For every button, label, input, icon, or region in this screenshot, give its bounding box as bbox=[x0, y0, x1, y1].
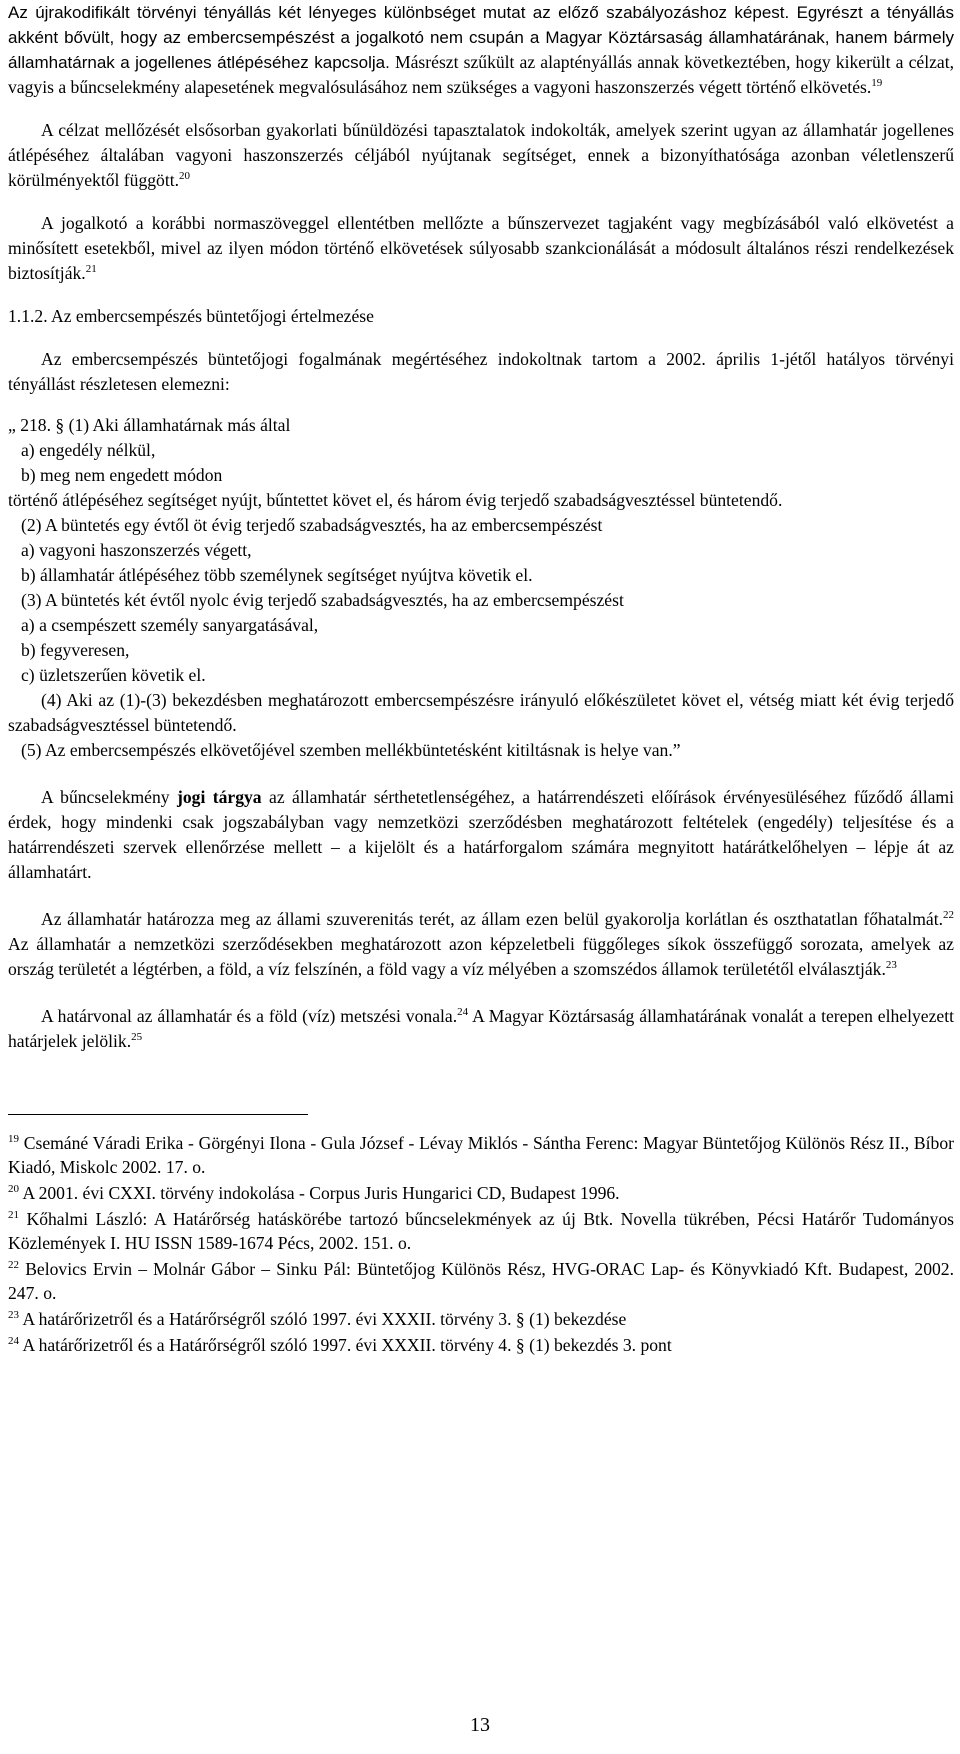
footnote-number: 23 bbox=[8, 1309, 19, 1322]
paragraph-targy-pre: A bűncselekmény bbox=[41, 787, 177, 807]
statute-line: c) üzletszerűen követik el. bbox=[21, 665, 206, 685]
paragraph-jogi-targy bbox=[8, 785, 954, 885]
statute-line: b) fegyveresen, bbox=[21, 640, 130, 660]
footnote-divider bbox=[8, 1114, 308, 1115]
footnote bbox=[8, 1181, 954, 1205]
footnote bbox=[8, 1333, 954, 1357]
paragraph-targy-post: az államhatár sérthetetlenségéhez, a határrendészeti előírások érvényesüléséhez fűződő állami érdek, hogy mindenki csak jogszabályban vagy nemzetközi szerződésben meghatározott feltételek (engedély) teljesítése és a határrendészeti szervek ellenőrzése mellett – a kijelölt és a határforgalom számára megnyitott határátkelőhelyen – lépje át az államhatárt. bbox=[8, 787, 954, 882]
paragraph-bevezeto: Az embercsempészés büntetőjogi fogalmának megértéséhez indokoltnak tartom a 2002. április 1-jétől hatályos törvényi tényállást részletesen elemezni: bbox=[8, 349, 954, 394]
footnote-ref-23[interactable]: 23 bbox=[885, 959, 897, 972]
footnote-text: Csemáné Váradi Erika - Görgényi Ilona - Gula József - Lévay Miklós - Sántha Ferenc: Magyar Büntetőjog Különös Rész II., Bíbor Kiadó, Miskolc 2002. 17. o. bbox=[8, 1133, 954, 1177]
statute-line: a) vagyoni haszonszerzés végett, bbox=[21, 540, 252, 560]
statute-line: (2) A büntetés egy évtől öt évig terjedő szabadságvesztés, ha az embercsempészést bbox=[21, 515, 603, 535]
paragraph-allamhatar-a: Az államhatár határozza meg az állami szuverenitás terét, az állam ezen belül gyakorolja korlátlan és oszthatatlan főhatalmát. bbox=[41, 909, 943, 929]
paragraph-allamhatar-b: Az államhatár a nemzetközi szerződésekben meghatározott azon képzeletbeli függőleges síkok összefüggő sorozata, amelyek az ország területét a légtérben, a föld, a víz felszínén, a föld vagy a víz mélyében a szomszédos államok területétől elválasztják. bbox=[8, 934, 954, 979]
footnote bbox=[8, 1131, 954, 1179]
footnote bbox=[8, 1207, 954, 1255]
statute-line: „ 218. § (1) Aki államhatárnak más által bbox=[8, 415, 291, 435]
statute-line: (5) Az embercsempészés elkövetőjével szemben mellékbüntetésként kitiltásnak is helye van.” bbox=[21, 740, 681, 760]
footnote-number: 24 bbox=[8, 1335, 19, 1348]
footnote-ref-19[interactable]: 19 bbox=[871, 77, 883, 90]
paragraph-jogalkoto-text: A jogalkotó a korábbi normaszöveggel ellentétben mellőzte a bűnszervezet tagjaként vagy megbízásából való elkövetést a minősített esetekből, mivel az ilyen módon történő elkövetések súlyosabb szankcionálását a módosult általános részi rendelkezések biztosítják. bbox=[8, 213, 954, 283]
footnote-text: Belovics Ervin – Molnár Gábor – Sinku Pál: Büntetőjog Különös Rész, HVG-ORAC Lap- és Könyvkiadó Kft. Budapest, 2002. 247. o. bbox=[8, 1259, 955, 1303]
footnote-number: 22 bbox=[8, 1259, 19, 1272]
statute-line: a) engedély nélkül, bbox=[21, 440, 156, 460]
page-number: 13 bbox=[470, 1714, 490, 1736]
emphasis-jogi-targya: jogi tárgya bbox=[177, 787, 262, 807]
statute-line: (3) A büntetés két évtől nyolc évig terjedő szabadságvesztés, ha az embercsempészést bbox=[21, 590, 624, 610]
statute-quote bbox=[8, 413, 954, 763]
paragraph-allamhatar bbox=[8, 907, 954, 982]
section-heading: 1.1.2. Az embercsempészés büntetőjogi értelmezése bbox=[8, 306, 374, 326]
footnote-text: A határőrizetről és a Határőrségről szóló 1997. évi XXXII. törvény 3. § (1) bekezdése bbox=[22, 1309, 627, 1329]
paragraph-celzat-text: A célzat mellőzését elsősorban gyakorlati bűnüldözési tapasztalatok indokolták, amelyek szerint ugyan az államhatár jogellenes átlépéséhez általában vagyoni haszonszerzés céljából nyújtanak segítséget, ennek a bizonyíthatósága azonban véletlenszerű körülményektől függött. bbox=[8, 120, 954, 190]
footnote bbox=[8, 1257, 954, 1305]
statute-line: b) meg nem engedett módon bbox=[21, 465, 223, 485]
footnote-ref-20[interactable]: 20 bbox=[179, 170, 191, 183]
paragraph-hatarvonal-a: A határvonal az államhatár és a föld (víz) metszési vonala. bbox=[41, 1006, 458, 1026]
footnote-text: A 2001. évi CXXI. törvény indokolása - Corpus Juris Hungarici CD, Budapest 1996. bbox=[22, 1183, 620, 1203]
paragraph-jogalkoto bbox=[8, 211, 954, 286]
paragraph-celzat bbox=[8, 118, 954, 193]
footnote-ref-25[interactable]: 25 bbox=[131, 1031, 143, 1044]
intro-paragraph bbox=[8, 0, 954, 100]
footnotes bbox=[8, 1131, 954, 1357]
footnote-number: 20 bbox=[8, 1183, 19, 1196]
footnote bbox=[8, 1307, 954, 1331]
footnote-ref-24[interactable]: 24 bbox=[457, 1006, 469, 1019]
statute-line: a) a csempészett személy sanyargatásával, bbox=[21, 615, 319, 635]
footnote-number: 19 bbox=[8, 1133, 19, 1146]
statute-line: történő átlépéséhez segítséget nyújt, bűntettet követ el, és három évig terjedő szabadságvesztéssel büntetendő. bbox=[8, 490, 783, 510]
paragraph-hatarvonal bbox=[8, 1004, 954, 1054]
paragraph-hatarvonal-b: A Magyar Köztársaság államhatárának vonalát a terepen elhelyezett határjelek jelölik. bbox=[8, 1006, 954, 1051]
footnote-ref-21[interactable]: 21 bbox=[85, 263, 97, 276]
statute-line: b) államhatár átlépéséhez több személynek segítséget nyújtva követik el. bbox=[21, 565, 533, 585]
footnote-ref-22[interactable]: 22 bbox=[943, 909, 954, 922]
statute-line: (4) Aki az (1)-(3) bekezdésben meghatározott embercsempészésre irányuló előkészületet követ el, vétség miatt két évig terjedő szabadságvesztéssel büntetendő. bbox=[8, 690, 954, 735]
footnote-text: A határőrizetről és a Határőrségről szóló 1997. évi XXXII. törvény 4. § (1) bekezdés 3. pont bbox=[22, 1335, 672, 1355]
intro-lead: Az újrakodifikált törvényi tényállás két lényeges különbséget mutat az előző szabályozáshoz képest. Egyrészt a tényállás akként bővült, hogy az embercsempészést a jogalkotó nem csupán a Magyar Köztársaság államhatárának, hanem bármely államhatárnak a jogellenes átlépéséhez kapcsolja. bbox=[8, 3, 954, 72]
footnote-text: Kőhalmi László: A Határőrség hatáskörébe tartozó bűncselekmények az új Btk. Novella tükrében, Pécsi Határőr Tudományos Közlemények I. HU ISSN 1589-1674 Pécs, 2002. 151. o. bbox=[8, 1209, 954, 1253]
footnote-number: 21 bbox=[8, 1209, 19, 1222]
intro-rest: Másrészt szűkült az alaptényállás annak következtében, hogy kikerült a célzat, vagyis a bűncselekmény alapesetének megvalósulásához nem szükséges a vagyoni haszonszerzés végett történő elkövetés. bbox=[8, 52, 954, 97]
